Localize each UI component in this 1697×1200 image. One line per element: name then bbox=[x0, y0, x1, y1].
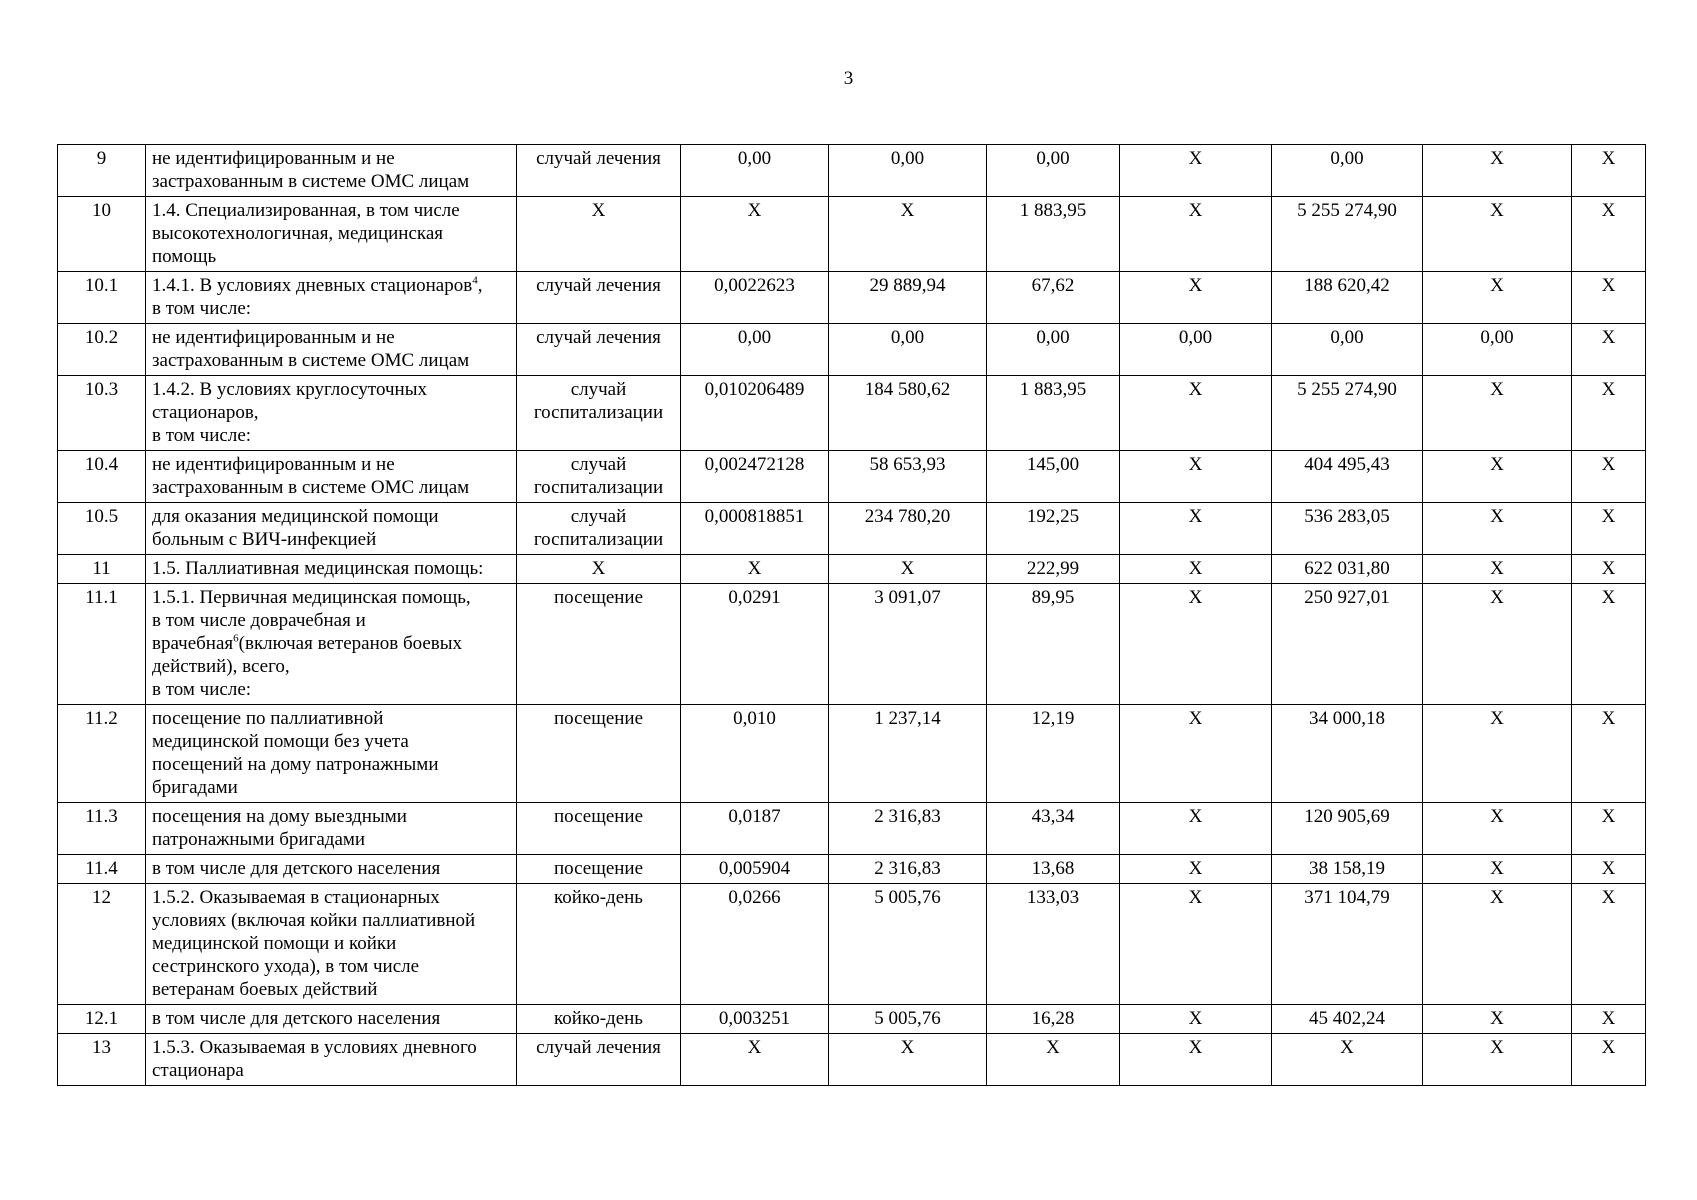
row-value-cell-c6: 12,19 bbox=[987, 705, 1120, 803]
row-name-line: 1.5.1. Первичная медицинская помощь, bbox=[152, 587, 471, 608]
row-unit-line: койко-день bbox=[554, 887, 643, 908]
row-value-cell-c8: 120 905,69 bbox=[1272, 803, 1423, 855]
row-name-cell bbox=[146, 451, 517, 503]
row-name-line: 1.5. Паллиативная медицинская помощь: bbox=[152, 558, 484, 579]
row-unit-line: случай лечения bbox=[536, 148, 661, 169]
row-value-cell-c4: 0,010206489 bbox=[681, 376, 829, 451]
row-value-cell-c5: Х bbox=[829, 1034, 987, 1086]
row-value-cell-c9: Х bbox=[1423, 145, 1572, 197]
table-row bbox=[58, 451, 1646, 503]
row-value-cell-c4: 0,0022623 bbox=[681, 272, 829, 324]
row-value-cell-c10: Х bbox=[1572, 1005, 1646, 1034]
row-value-cell-c6: 89,95 bbox=[987, 584, 1120, 705]
row-value-cell-c4: 0,000818851 bbox=[681, 503, 829, 555]
row-value-cell-c8: 34 000,18 bbox=[1272, 705, 1423, 803]
row-name-line: стационара bbox=[152, 1060, 244, 1081]
table-row bbox=[58, 197, 1646, 272]
table-row bbox=[58, 1005, 1646, 1034]
row-value-cell-c10: Х bbox=[1572, 803, 1646, 855]
row-name-line: не идентифицированным и не bbox=[152, 148, 395, 169]
row-value-cell-c7: Х bbox=[1120, 197, 1272, 272]
row-value-cell-c8: 5 255 274,90 bbox=[1272, 197, 1423, 272]
row-name-line: для оказания медицинской помощи bbox=[152, 506, 439, 527]
row-name-line: медицинской помощи и койки bbox=[152, 933, 397, 954]
row-name-line: застрахованным в системе ОМС лицам bbox=[152, 477, 470, 498]
row-name-line: застрахованным в системе ОМС лицам bbox=[152, 171, 470, 192]
row-value-cell-c9: 0,00 bbox=[1423, 324, 1572, 376]
row-value-cell-c8: 622 031,80 bbox=[1272, 555, 1423, 584]
row-name-line: посещений на дому патронажными bbox=[152, 754, 439, 775]
row-unit-cell bbox=[517, 197, 681, 272]
row-number-cell: 11 bbox=[58, 555, 146, 584]
page-number: 3 bbox=[843, 68, 854, 89]
row-name-line: высокотехнологичная, медицинская bbox=[152, 223, 444, 244]
row-name-line: в том числе: bbox=[152, 425, 252, 446]
table-row bbox=[58, 855, 1646, 884]
row-value-cell-c5: 0,00 bbox=[829, 324, 987, 376]
row-name-tail: (включая ветеранов боевых bbox=[238, 633, 463, 654]
row-unit-line: случай bbox=[570, 506, 627, 527]
row-value-cell-c6: 1 883,95 bbox=[987, 197, 1120, 272]
row-value-cell-c7: 0,00 bbox=[1120, 324, 1272, 376]
row-value-cell-c10: Х bbox=[1572, 197, 1646, 272]
row-value-cell-c4: 0,003251 bbox=[681, 1005, 829, 1034]
row-value-cell-c5: 0,00 bbox=[829, 145, 987, 197]
row-value-cell-c7: Х bbox=[1120, 503, 1272, 555]
row-name-cell bbox=[146, 145, 517, 197]
table-row bbox=[58, 272, 1646, 324]
row-value-cell-c7: Х bbox=[1120, 803, 1272, 855]
row-value-cell-c8: 45 402,24 bbox=[1272, 1005, 1423, 1034]
row-value-cell-c7: Х bbox=[1120, 884, 1272, 1005]
row-value-cell-c6: Х bbox=[987, 1034, 1120, 1086]
row-value-cell-c9: Х bbox=[1423, 451, 1572, 503]
row-name-text: врачебная bbox=[152, 633, 234, 654]
row-value-cell-c5: 3 091,07 bbox=[829, 584, 987, 705]
row-value-cell-c9: Х bbox=[1423, 884, 1572, 1005]
row-value-cell-c4: 0,0187 bbox=[681, 803, 829, 855]
row-unit-cell bbox=[517, 584, 681, 705]
row-name-cell bbox=[146, 503, 517, 555]
row-value-cell-c9: Х bbox=[1423, 272, 1572, 324]
row-unit-cell bbox=[517, 1005, 681, 1034]
table-row bbox=[58, 884, 1646, 1005]
row-value-cell-c6: 13,68 bbox=[987, 855, 1120, 884]
row-name-line: в том числе для детского населения bbox=[152, 858, 441, 879]
row-value-cell-c9: Х bbox=[1423, 376, 1572, 451]
row-unit-line: Х bbox=[591, 558, 606, 579]
row-name-cell bbox=[146, 1005, 517, 1034]
row-name-line: сестринского ухода), в том числе bbox=[152, 956, 420, 977]
row-value-cell-c7: Х bbox=[1120, 705, 1272, 803]
row-unit-line: Х bbox=[591, 200, 606, 221]
row-number-cell: 10.3 bbox=[58, 376, 146, 451]
table-row bbox=[58, 503, 1646, 555]
row-value-cell-c10: Х bbox=[1572, 884, 1646, 1005]
row-name-line: посещения на дому выездными bbox=[152, 806, 407, 827]
table-row bbox=[58, 555, 1646, 584]
row-name-line: больным с ВИЧ-инфекцией bbox=[152, 529, 377, 550]
row-value-cell-c8: 5 255 274,90 bbox=[1272, 376, 1423, 451]
table-row bbox=[58, 584, 1646, 705]
row-name-line: посещение по паллиативной bbox=[152, 708, 384, 729]
row-unit-line: госпитализации bbox=[533, 529, 664, 550]
row-unit-line: случай лечения bbox=[536, 1037, 661, 1058]
row-number-cell: 10.1 bbox=[58, 272, 146, 324]
row-value-cell-c5: 234 780,20 bbox=[829, 503, 987, 555]
row-value-cell-c4: Х bbox=[681, 555, 829, 584]
row-unit-cell bbox=[517, 1034, 681, 1086]
row-name-line bbox=[152, 632, 510, 655]
row-name-cell bbox=[146, 197, 517, 272]
row-value-cell-c5: 2 316,83 bbox=[829, 803, 987, 855]
row-value-cell-c10: Х bbox=[1572, 584, 1646, 705]
row-unit-cell bbox=[517, 376, 681, 451]
row-name-line: не идентифицированным и не bbox=[152, 454, 395, 475]
row-value-cell-c6: 67,62 bbox=[987, 272, 1120, 324]
row-name-cell bbox=[146, 376, 517, 451]
row-number-cell: 11.4 bbox=[58, 855, 146, 884]
row-value-cell-c9: Х bbox=[1423, 855, 1572, 884]
row-value-cell-c8: 38 158,19 bbox=[1272, 855, 1423, 884]
row-value-cell-c5: 5 005,76 bbox=[829, 1005, 987, 1034]
row-name-line: ветеранам боевых действий bbox=[152, 979, 378, 1000]
row-unit-cell bbox=[517, 855, 681, 884]
table-row bbox=[58, 145, 1646, 197]
row-value-cell-c5: 2 316,83 bbox=[829, 855, 987, 884]
table-row bbox=[58, 324, 1646, 376]
row-number-cell: 12.1 bbox=[58, 1005, 146, 1034]
row-unit-cell bbox=[517, 884, 681, 1005]
row-number-cell: 13 bbox=[58, 1034, 146, 1086]
row-value-cell-c4: 0,010 bbox=[681, 705, 829, 803]
table-row bbox=[58, 376, 1646, 451]
row-name-line: медицинской помощи без учета bbox=[152, 731, 409, 752]
row-value-cell-c7: Х bbox=[1120, 451, 1272, 503]
row-value-cell-c9: Х bbox=[1423, 197, 1572, 272]
row-number-cell: 11.2 bbox=[58, 705, 146, 803]
row-value-cell-c8: 0,00 bbox=[1272, 324, 1423, 376]
row-value-cell-c6: 16,28 bbox=[987, 1005, 1120, 1034]
row-name-line: 1.4. Специализированная, в том числе bbox=[152, 200, 460, 221]
row-unit-line: посещение bbox=[553, 587, 644, 608]
row-value-cell-c10: Х bbox=[1572, 555, 1646, 584]
row-value-cell-c9: Х bbox=[1423, 555, 1572, 584]
row-number-cell: 10.5 bbox=[58, 503, 146, 555]
footnote-mark: 4 bbox=[472, 274, 478, 287]
row-unit-line: случай лечения bbox=[536, 275, 661, 296]
row-value-cell-c8: 188 620,42 bbox=[1272, 272, 1423, 324]
row-value-cell-c8: 404 495,43 bbox=[1272, 451, 1423, 503]
row-unit-line: посещение bbox=[553, 806, 644, 827]
table-body bbox=[58, 145, 1646, 1086]
row-value-cell-c6: 145,00 bbox=[987, 451, 1120, 503]
row-unit-line: посещение bbox=[553, 858, 644, 879]
row-number-cell: 9 bbox=[58, 145, 146, 197]
row-value-cell-c6: 1 883,95 bbox=[987, 376, 1120, 451]
row-value-cell-c10: Х bbox=[1572, 324, 1646, 376]
row-value-cell-c7: Х bbox=[1120, 584, 1272, 705]
table-row bbox=[58, 705, 1646, 803]
row-unit-line: случай лечения bbox=[536, 327, 661, 348]
row-name-line: в том числе доврачебная и bbox=[152, 610, 366, 631]
row-number-cell: 10 bbox=[58, 197, 146, 272]
row-name-cell bbox=[146, 803, 517, 855]
row-name-line: в том числе для детского населения bbox=[152, 1008, 441, 1029]
row-value-cell-c8: 0,00 bbox=[1272, 145, 1423, 197]
row-name-line: помощь bbox=[152, 246, 217, 267]
row-name-line: стационаров, bbox=[152, 402, 259, 423]
row-value-cell-c9: Х bbox=[1423, 1034, 1572, 1086]
row-name-line: 1.4.2. В условиях круглосуточных bbox=[152, 379, 427, 400]
row-name-line: в том числе: bbox=[152, 298, 252, 319]
row-unit-line: случай bbox=[570, 379, 627, 400]
row-name-cell bbox=[146, 272, 517, 324]
row-value-cell-c10: Х bbox=[1572, 1034, 1646, 1086]
row-value-cell-c8: 371 104,79 bbox=[1272, 884, 1423, 1005]
footnote-mark: 6 bbox=[233, 632, 239, 645]
row-value-cell-c4: 0,0266 bbox=[681, 884, 829, 1005]
row-value-cell-c7: Х bbox=[1120, 1005, 1272, 1034]
table-row bbox=[58, 1034, 1646, 1086]
row-value-cell-c5: Х bbox=[829, 197, 987, 272]
row-unit-cell bbox=[517, 324, 681, 376]
row-number-cell: 10.4 bbox=[58, 451, 146, 503]
row-name-cell bbox=[146, 855, 517, 884]
row-value-cell-c6: 0,00 bbox=[987, 324, 1120, 376]
row-number-cell: 11.1 bbox=[58, 584, 146, 705]
row-name-text: 1.4.1. В условиях дневных стационаров bbox=[152, 275, 473, 296]
row-name-line: 1.5.3. Оказываемая в условиях дневного bbox=[152, 1037, 477, 1058]
row-value-cell-c4: 0,0291 bbox=[681, 584, 829, 705]
row-name-line: не идентифицированным и не bbox=[152, 327, 395, 348]
row-unit-line: койко-день bbox=[554, 1008, 643, 1029]
row-value-cell-c4: 0,00 bbox=[681, 145, 829, 197]
row-value-cell-c9: Х bbox=[1423, 803, 1572, 855]
row-value-cell-c9: Х bbox=[1423, 503, 1572, 555]
row-value-cell-c10: Х bbox=[1572, 503, 1646, 555]
row-unit-line: госпитализации bbox=[533, 477, 664, 498]
row-name-line: условиях (включая койки паллиативной bbox=[152, 910, 476, 931]
row-unit-line: посещение bbox=[553, 708, 644, 729]
row-value-cell-c8: Х bbox=[1272, 1034, 1423, 1086]
row-name-tail: , bbox=[477, 275, 483, 296]
row-value-cell-c10: Х bbox=[1572, 145, 1646, 197]
row-value-cell-c9: Х bbox=[1423, 705, 1572, 803]
row-name-cell bbox=[146, 705, 517, 803]
table-row bbox=[58, 803, 1646, 855]
row-name-cell bbox=[146, 884, 517, 1005]
row-unit-line: госпитализации bbox=[533, 402, 664, 423]
row-value-cell-c10: Х bbox=[1572, 376, 1646, 451]
row-name-line: действий), всего, bbox=[152, 656, 290, 677]
row-number-cell: 12 bbox=[58, 884, 146, 1005]
row-value-cell-c5: 58 653,93 bbox=[829, 451, 987, 503]
row-unit-cell bbox=[517, 555, 681, 584]
row-name-cell bbox=[146, 584, 517, 705]
row-value-cell-c5: 29 889,94 bbox=[829, 272, 987, 324]
row-value-cell-c7: Х bbox=[1120, 145, 1272, 197]
row-value-cell-c4: Х bbox=[681, 1034, 829, 1086]
row-value-cell-c7: Х bbox=[1120, 376, 1272, 451]
row-unit-cell bbox=[517, 705, 681, 803]
row-value-cell-c4: 0,005904 bbox=[681, 855, 829, 884]
row-value-cell-c7: Х bbox=[1120, 272, 1272, 324]
row-name-line: застрахованным в системе ОМС лицам bbox=[152, 350, 470, 371]
row-value-cell-c5: Х bbox=[829, 555, 987, 584]
row-value-cell-c4: Х bbox=[681, 197, 829, 272]
row-value-cell-c5: 184 580,62 bbox=[829, 376, 987, 451]
row-name-line: бригадами bbox=[152, 777, 238, 798]
row-value-cell-c6: 192,25 bbox=[987, 503, 1120, 555]
row-name-line bbox=[152, 274, 510, 297]
row-unit-cell bbox=[517, 803, 681, 855]
row-name-cell bbox=[146, 324, 517, 376]
row-value-cell-c5: 1 237,14 bbox=[829, 705, 987, 803]
row-value-cell-c4: 0,002472128 bbox=[681, 451, 829, 503]
row-value-cell-c7: Х bbox=[1120, 1034, 1272, 1086]
row-name-line: 1.5.2. Оказываемая в стационарных bbox=[152, 887, 440, 908]
row-value-cell-c5: 5 005,76 bbox=[829, 884, 987, 1005]
data-table bbox=[57, 144, 1646, 1086]
row-value-cell-c10: Х bbox=[1572, 451, 1646, 503]
row-value-cell-c8: 250 927,01 bbox=[1272, 584, 1423, 705]
row-value-cell-c7: Х bbox=[1120, 555, 1272, 584]
row-number-cell: 11.3 bbox=[58, 803, 146, 855]
row-value-cell-c9: Х bbox=[1423, 584, 1572, 705]
row-name-cell bbox=[146, 555, 517, 584]
row-number-cell: 10.2 bbox=[58, 324, 146, 376]
row-value-cell-c6: 0,00 bbox=[987, 145, 1120, 197]
row-value-cell-c9: Х bbox=[1423, 1005, 1572, 1034]
row-value-cell-c7: Х bbox=[1120, 855, 1272, 884]
row-unit-cell bbox=[517, 272, 681, 324]
row-value-cell-c10: Х bbox=[1572, 272, 1646, 324]
row-value-cell-c6: 222,99 bbox=[987, 555, 1120, 584]
row-name-line: в том числе: bbox=[152, 679, 252, 700]
row-name-line: патронажными бригадами bbox=[152, 829, 366, 850]
row-unit-cell bbox=[517, 451, 681, 503]
row-value-cell-c4: 0,00 bbox=[681, 324, 829, 376]
row-name-cell bbox=[146, 1034, 517, 1086]
row-value-cell-c10: Х bbox=[1572, 855, 1646, 884]
row-value-cell-c10: Х bbox=[1572, 705, 1646, 803]
row-unit-cell bbox=[517, 145, 681, 197]
row-unit-line: случай bbox=[570, 454, 627, 475]
row-value-cell-c6: 133,03 bbox=[987, 884, 1120, 1005]
row-value-cell-c6: 43,34 bbox=[987, 803, 1120, 855]
row-value-cell-c8: 536 283,05 bbox=[1272, 503, 1423, 555]
row-unit-cell bbox=[517, 503, 681, 555]
